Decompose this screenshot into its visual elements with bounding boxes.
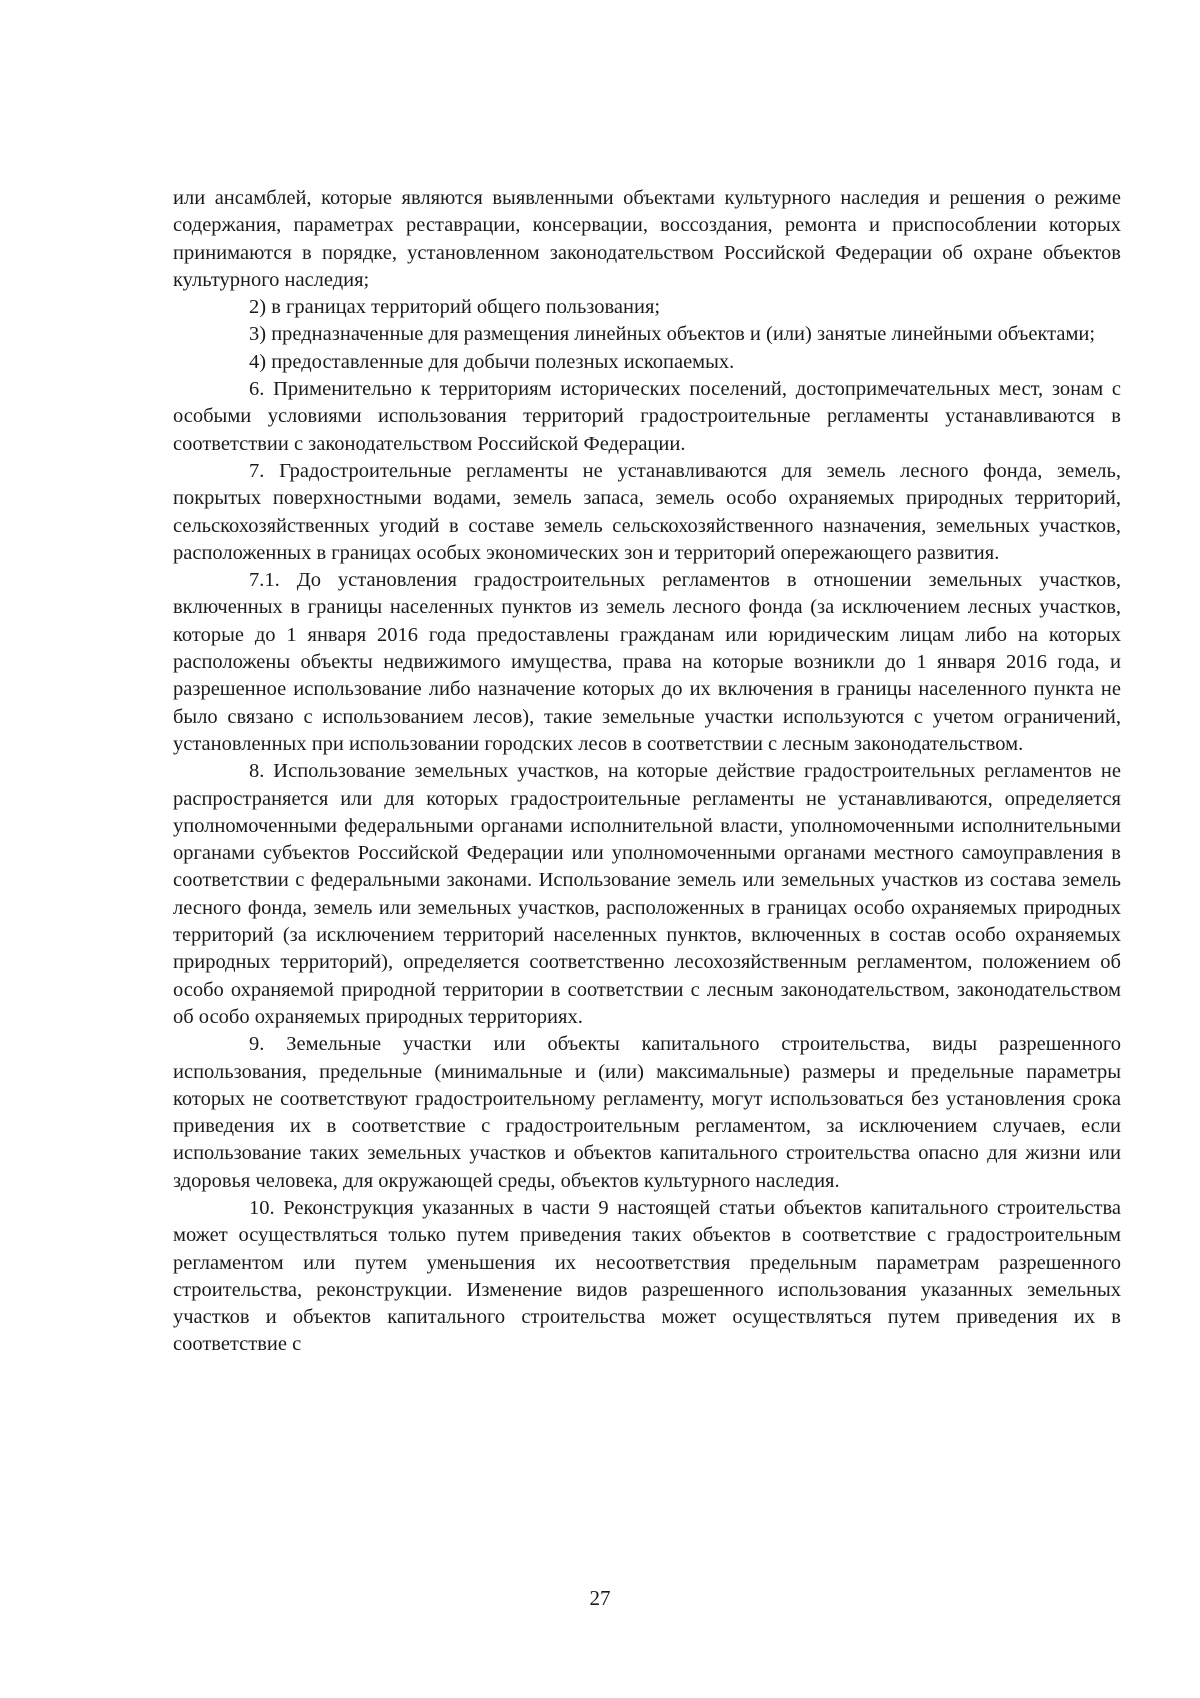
paragraph-item-2: 2) в границах территорий общего пользования;: [249, 296, 661, 319]
paragraph-item-3: 3) предназначенные для размещения линейных объектов и (или) занятые линейными объектами;: [249, 323, 1096, 346]
document-body: [173, 185, 1121, 1359]
paragraph-continuation: или ансамблей, которые являются выявленными объектами культурного наследия и решения о режиме содержания, параметрах реставрации, консервации, воссоздания, ремонта и приспособлении которых принимаются в порядке, установленном законодательством Российской Федерации об охране объектов культурного наследия;: [173, 187, 1121, 291]
page-number: 27: [589, 1586, 611, 1610]
paragraph-section-10: 10. Реконструкция указанных в части 9 настоящей статьи объектов капитального строительства может осуществляться только путем приведения таких объектов в соответствие с градостроительным регламентом или путем уменьшения их несоответствия предельным параметрам разрешенного строительства, реконструкции. Изменение видов разрешенного использования указанных земельных участков и объектов капитального строительства может осуществляться путем приведения их в соответствие с: [173, 1196, 1121, 1356]
paragraph-section-8: 8. Использование земельных участков, на которые действие градостроительных регламентов не распространяется или для которых градостроительные регламенты не устанавливаются, определяется уполномоченными федеральными органами исполнительной власти, уполномоченными исполнительными органами субъектов Российской Федерации или уполномоченными органами местного самоуправления в соответствии с федеральными законами. Использование земель или земельных участков из состава земель лесного фонда, земель или земельных участков, расположенных в границах особо охраняемых природных территорий (за исключением территорий населенных пунктов, включенных в состав особо охраняемых природных территорий), определяется соответственно лесохозяйственным регламентом, положением об особо охраняемой природной территории в соответствии с лесным законодательством, законодательством об особо охраняемых природных территориях.: [173, 760, 1121, 1028]
paragraph-section-9: 9. Земельные участки или объекты капитального строительства, виды разрешенного использования, предельные (минимальные и (или) максимальные) размеры и предельные параметры которых не соответствуют градостроительному регламенту, могут использоваться без установления срока приведения их в соответствие с градостроительным регламентом, за исключением случаев, если использование таких земельных участков и объектов капитального строительства опасно для жизни или здоровья человека, для окружающей среды, объектов культурного наследия.: [173, 1033, 1121, 1192]
paragraph-section-6: 6. Применительно к территориям исторических поселений, достопримечательных мест, зонам с особыми условиями использования территорий градостроительные регламенты устанавливаются в соответствии с законодательством Российской Федерации.: [173, 378, 1121, 455]
paragraph-section-7-1: 7.1. До установления градостроительных регламентов в отношении земельных участков, включенных в границы населенных пунктов из земель лесного фонда (за исключением лесных участков, которые до 1 января 2016 года предоставлены гражданам или юридическим лицам либо на которых расположены объекты недвижимого имущества, права на которые возникли до 1 января 2016 года, и разрешенное использование либо назначение которых до их включения в границы населенного пункта не было связано с использованием лесов), такие земельные участки используются с учетом ограничений, установленных при использовании городских лесов в соответствии с лесным законодательством.: [173, 569, 1121, 755]
paragraph-item-4: 4) предоставленные для добычи полезных ископаемых.: [249, 350, 735, 373]
paragraph-section-7: 7. Градостроительные регламенты не устанавливаются для земель лесного фонда, земель, покрытых поверхностными водами, земель запаса, земель особо охраняемых природных территорий, сельскохозяйственных угодий в составе земель сельскохозяйственного назначения, земельных участков, расположенных в границах особых экономических зон и территорий опережающего развития.: [173, 459, 1121, 564]
